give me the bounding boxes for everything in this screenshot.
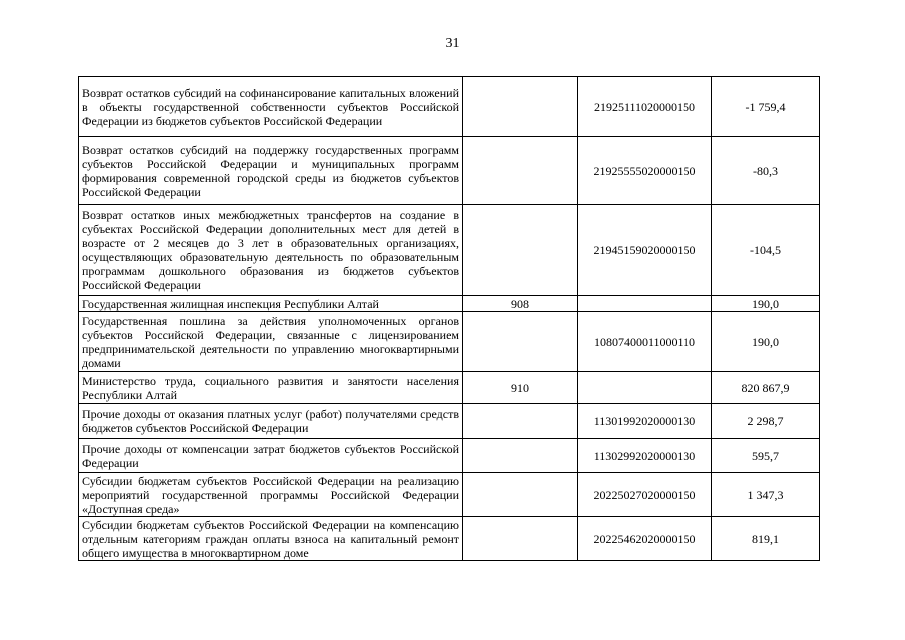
row-budget-code: [578, 372, 712, 404]
row-description: Субсидии бюджетам субъектов Российской Федерации на реализацию мероприятий государственной программы Российской Федерации «Доступная среда»: [79, 473, 463, 517]
table-row: [79, 312, 820, 372]
table-row: [79, 517, 820, 561]
row-admin-code: [463, 205, 578, 296]
table-row: [79, 372, 820, 404]
table-row: [79, 296, 820, 312]
row-description: Министерство труда, социального развития и занятости населения Республики Алтай: [79, 372, 463, 404]
row-budget-code: 11301992020000130: [578, 404, 712, 439]
row-admin-code: [463, 312, 578, 372]
table-row: [79, 404, 820, 439]
budget-revenue-table: [78, 76, 820, 561]
row-description: Возврат остатков субсидий на софинансирование капитальных вложений в объекты государственной собственности субъектов Российской Федерации из бюджетов субъектов Российской Федерации: [79, 77, 463, 137]
table-row: [79, 473, 820, 517]
row-amount: 819,1: [712, 517, 820, 561]
row-amount: 190,0: [712, 312, 820, 372]
row-admin-code: [463, 517, 578, 561]
row-budget-code: 21925555020000150: [578, 137, 712, 205]
row-budget-code: 11302992020000130: [578, 439, 712, 473]
row-description: Прочие доходы от оказания платных услуг (работ) получателями средств бюджетов субъектов Российской Федерации: [79, 404, 463, 439]
row-admin-code: [463, 473, 578, 517]
row-amount: -1 759,4: [712, 77, 820, 137]
row-budget-code: 10807400011000110: [578, 312, 712, 372]
row-admin-code: [463, 404, 578, 439]
row-budget-code: 21945159020000150: [578, 205, 712, 296]
row-amount: -104,5: [712, 205, 820, 296]
row-amount: -80,3: [712, 137, 820, 205]
row-admin-code: 908: [463, 296, 578, 312]
row-admin-code: [463, 439, 578, 473]
row-admin-code: 910: [463, 372, 578, 404]
table-row: [79, 439, 820, 473]
row-description: Государственная жилищная инспекция Республики Алтай: [79, 296, 463, 312]
row-admin-code: [463, 137, 578, 205]
table-row: [79, 205, 820, 296]
row-budget-code: 21925111020000150: [578, 77, 712, 137]
row-description: Возврат остатков субсидий на поддержку государственных программ субъектов Российской Федерации и муниципальных программ формирования современной городской среды из бюджетов субъектов Российской Федерации: [79, 137, 463, 205]
row-description: Государственная пошлина за действия уполномоченных органов субъектов Российской Федерации, связанные с лицензированием предпринимательской деятельности по управлению многоквартирными домами: [79, 312, 463, 372]
row-description: Субсидии бюджетам субъектов Российской Федерации на компенсацию отдельным категориям граждан оплаты взноса на капитальный ремонт общего имущества в многоквартирном доме: [79, 517, 463, 561]
row-amount: 190,0: [712, 296, 820, 312]
row-amount: 2 298,7: [712, 404, 820, 439]
table-row: [79, 137, 820, 205]
row-amount: 1 347,3: [712, 473, 820, 517]
row-description: Возврат остатков иных межбюджетных трансфертов на создание в субъектах Российской Федерации дополнительных мест для детей в возрасте от 2 месяцев до 3 лет в образовательных организациях, осуществляющих образовательную деятельность по образовательным программам дошкольного образования из бюджетов субъектов Российской Федерации: [79, 205, 463, 296]
table-row: [79, 77, 820, 137]
row-budget-code: 20225462020000150: [578, 517, 712, 561]
row-budget-code: [578, 296, 712, 312]
page-number: 31: [445, 36, 460, 51]
row-description: Прочие доходы от компенсации затрат бюджетов субъектов Российской Федерации: [79, 439, 463, 473]
row-amount: 820 867,9: [712, 372, 820, 404]
row-amount: 595,7: [712, 439, 820, 473]
row-admin-code: [463, 77, 578, 137]
row-budget-code: 20225027020000150: [578, 473, 712, 517]
